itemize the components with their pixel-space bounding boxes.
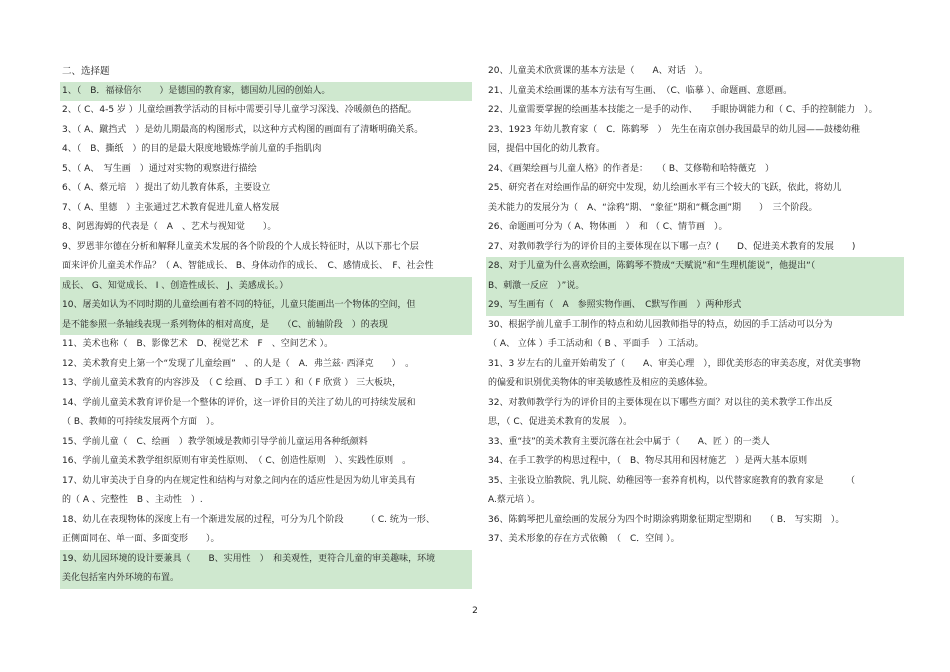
right-column (486, 62, 904, 550)
question-line: 32、对教师教学行为的评价目的主要体现在以下哪些方面？对以往的美术教学工作出反 (488, 397, 833, 408)
question-line: 26、命题画可分为（ A、物体画 ） 和 （ C、情节画 ）。 (488, 222, 728, 232)
question-line: 3、（ A、蹴挡式 ）是幼儿期最高的构图形式，以这种方式构图的画面有了清晰明确关系。 (62, 124, 424, 135)
question-line: 8、阿恩海姆的代表是（ A 、艺术与视知觉 ）。 (62, 222, 277, 232)
question-line: （ A、 立体 ）手工活动和（ B 、平面手 ）工活动。 (488, 339, 704, 349)
question-line: 28、对于儿童为什么喜欢绘画，陈鹤琴不赞成“天赋说”和“生理机能说”，他提出“（ (486, 257, 904, 277)
question-line: 11、美术也称（ B、影像艺术 D、视觉艺术 F 、空间艺术 ）。 (62, 339, 334, 349)
question-line: 的（ A 、完整性 B 、主动性 ）. (62, 495, 203, 505)
question-line: 27、对教师教学行为的评价目的主要体现在以下哪一点？( D、促进美术教育的发展 ) (488, 241, 856, 252)
question-line: 12、美术教育史上第一个“发现了儿童绘画” 、的人是（ A．弗兰兹· 西泽克 ） 。 (62, 358, 415, 369)
question-line: 14、学前儿童美术教育评价是一个整体的评价，这一评价目的关注了幼儿的可持续发展和 (62, 397, 416, 408)
question-line: 2、（ C、4-5 岁 ）儿童绘画教学活动的目标中需要引导儿童学习深浅、冷暖颜色的搭配。 (62, 105, 417, 115)
question-line: 13、学前儿童美术教育的内容涉及 （ C 绘画、 D 手工 ）和（ F 欣赏 ） 三大板块， (62, 378, 402, 388)
question-line: 是不能参照一条轴线表现一系列物体的相对高度，是 （C、前轴阶段 ）的表现 (60, 316, 472, 336)
question-line: 16、学前儿童美术教学组织原则有审美性原则、 （ C、创造性原则 ）、实践性原则 。 (62, 456, 412, 466)
question-line: A.蔡元培 ）。 (488, 495, 541, 505)
section-heading: 二、选择题 (62, 66, 110, 77)
question-line: 30、根据学前儿童手工制作的特点和幼儿园教师指导的特点，幼园的手工活动可以分为 (488, 319, 833, 330)
question-line: 34、在手工教学的构思过程中，（ B、物尽其用和因材施艺 ）是两大基本原则 (488, 456, 808, 466)
question-line: 10、屠美如认为不同时期的儿童绘画有着不同的特征，儿童只能画出一个物体的空间，但 (60, 296, 472, 316)
question-line: 1、（ B．福禄倍尔 ）是德国的教育家，德国幼儿园的创始人。 (60, 82, 472, 102)
question-line: 35、主张设立胎教院、乳儿院、幼稚园等一套养育机构，以代替家庭教育的教育家是 （ (488, 475, 855, 486)
question-line: 的偏爱和识别优美物体的审美敏感性及相应的美感体验。 (488, 378, 714, 388)
question-line: 正侧面同在、单一面、多面变形 ）。 (62, 534, 220, 544)
question-line: 24、《画架绘画与儿童人格》的作者是： （ B、艾修勒和哈特薇克 ） (488, 163, 774, 174)
question-line: 37、美术形象的存在方式依赖 （ C．空间 ）。 (488, 534, 680, 544)
question-line: 20、儿童美术欣赏课的基本方法是（ A、对话 ）。 (488, 66, 709, 76)
question-line: 5、（ A、 写生画 ）通过对实物的观察进行描绘 (62, 163, 257, 174)
page-number: 2 (472, 606, 478, 616)
question-line: 6、（ A、蔡元培 ）提出了幼儿教育体系，主要设立 (62, 183, 271, 193)
question-line: B、刺激一反应 ）”说。 (486, 277, 904, 297)
question-line: 成长、 G、知觉成长、 I 、创造性成长、 J、美感成长。） (60, 277, 472, 297)
question-line: （ B、教师的可持续发展两个方面 ）。 (62, 417, 220, 427)
question-line: 36、陈鹤琴把儿童绘画的发展分为四个时期涂鸦期象征期定型期和 （ B． 写实期 ）。 (488, 514, 845, 525)
question-line: 31、3 岁左右的儿童开始萌发了（ A、审美心理 ），即优美形态的审美态度，对优美事物 (488, 358, 861, 369)
question-line: 23、1923 年幼儿教育家（ C．陈鹤琴 ） 先生在南京创办我国最早的幼儿园——鼓楼幼稚 (488, 124, 861, 135)
question-line: 9、罗恩菲尔德在分析和解释儿童美术发展的各个阶段的个人成长特征时，从以下那七个层 (62, 241, 419, 252)
question-line: 18、幼儿在表现物体的深度上有一个渐进发展的过程，可分为几个阶段 （ C. 统为一形、 (62, 514, 435, 525)
question-line: 15、学前儿童（ C、绘画 ）教学领域是教师引导学前儿童运用各种纸颜料 (62, 436, 368, 447)
question-line: 7、（ A、里德 ）主张通过艺术教育促进儿童人格发展 (62, 202, 280, 213)
question-line: 面来评价儿童美术作品？（ A、智能成长、 B、身体动作的成长、 C、感情成长、 F、社会性 (62, 261, 434, 271)
question-line: 22、儿童需要掌握的绘画基本技能之一是手的动作、 手眼协调能力和（ C、手的控制能力 ）。 (488, 105, 878, 115)
question-line: 4、（ B、撕纸 ）的目的是最大限度地锻炼学前儿童的手指肌肉 (62, 144, 322, 154)
question-line: 33、重“技”的美术教育主要沉落在社会中属于（ A、匠 ）的一类人 (488, 436, 770, 447)
question-line: 园，提倡中国化的幼儿教育。 (488, 144, 606, 154)
question-line: 21、儿童美术绘画课的基本方法有写生画、 （C、临摹 ）、命题画、意愿画。 (488, 85, 793, 96)
left-column (60, 62, 472, 589)
question-line: 29、写生画有（ A 参照实物作画、 C默写作画 ）两种形式 (486, 296, 904, 316)
question-line: 19、幼儿园环境的设计要兼具（ B、实用性 ） 和美观性，更符合儿童的审美趣味，环境 (60, 550, 472, 570)
question-line: 17、幼儿审美决于自身的内在规定性和结构与对象之间内在的适应性是因为幼儿审美具有 (62, 475, 416, 486)
question-line: 思，（ C、促进美术教育的发展 ）。 (488, 417, 633, 427)
question-line: 美术能力的发展分为（ A、“涂鸦”期、 “象征”期和“概念画”期 ） 三个阶段。 (488, 202, 818, 213)
question-line: 美化包括室内外环境的布置。 (60, 569, 472, 589)
question-line: 25、研究者在对绘画作品的研究中发现，幼儿绘画水平有三个较大的飞跃，依此，将幼儿 (488, 183, 842, 193)
